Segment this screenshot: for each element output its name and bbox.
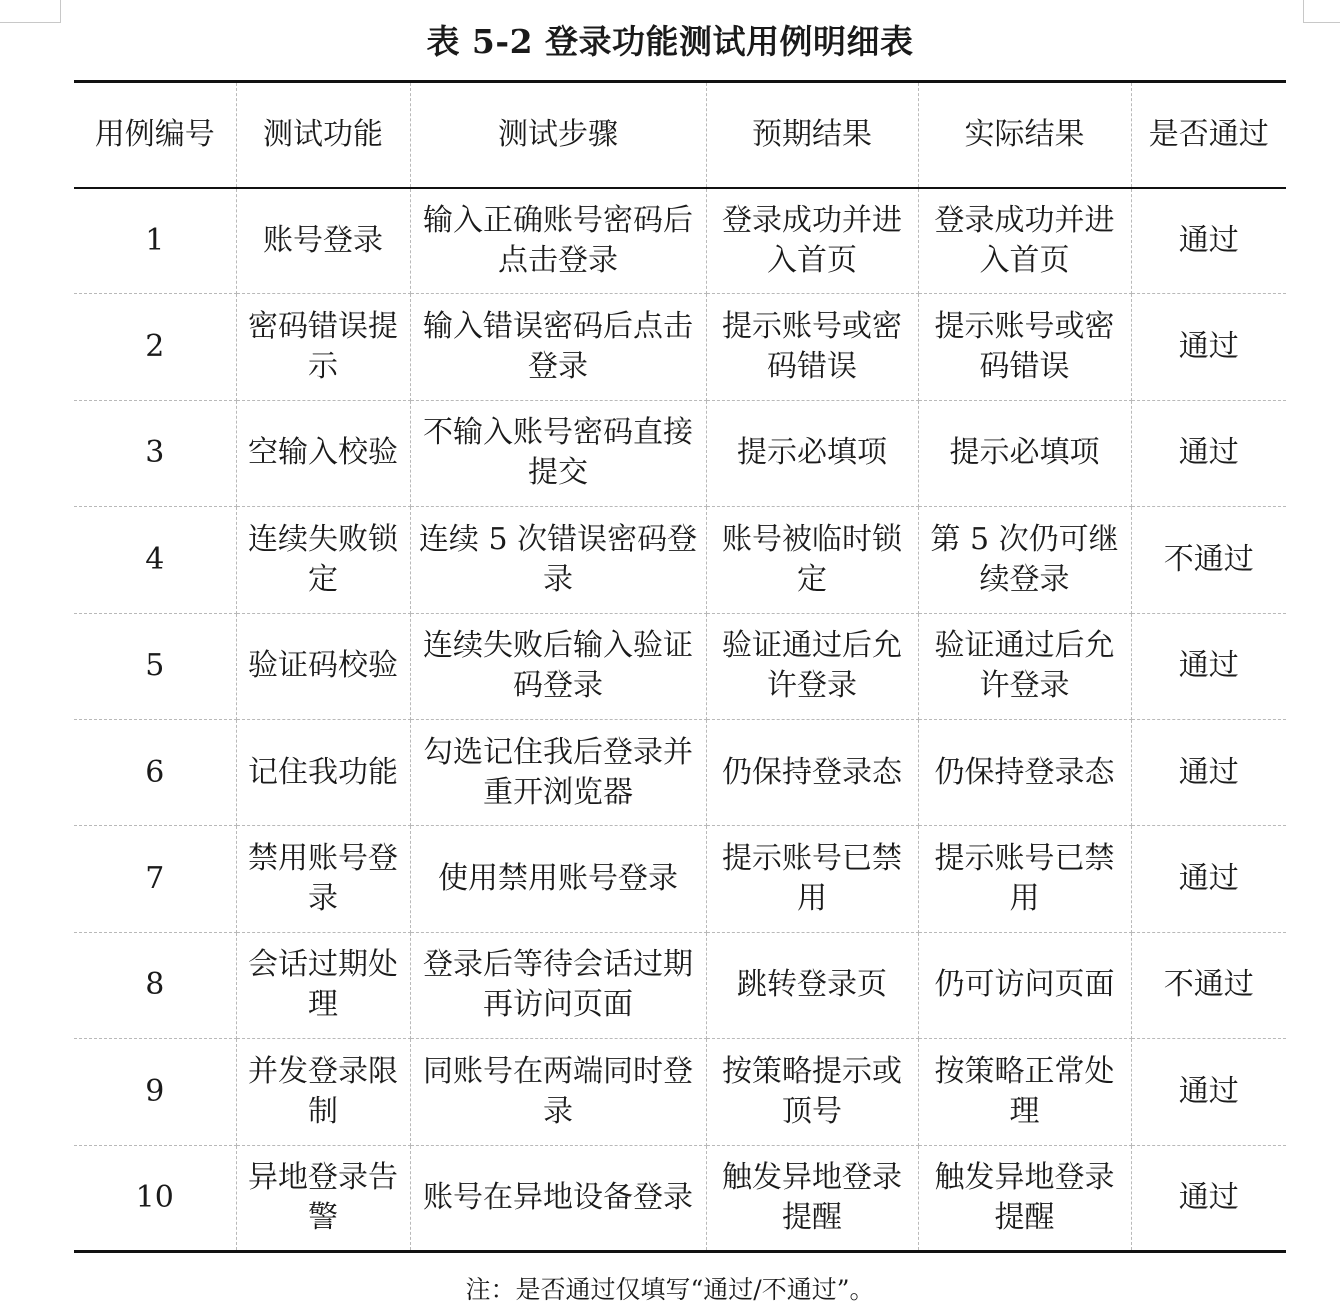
cell-case-id: 9 xyxy=(74,1039,236,1145)
table-header-row xyxy=(74,82,1286,188)
cell-pass-status: 通过 xyxy=(1131,826,1286,932)
cell-actual-result: 验证通过后允许登录 xyxy=(918,613,1131,719)
table-row xyxy=(74,507,1286,613)
cell-test-function: 异地登录告警 xyxy=(236,1145,410,1251)
cell-pass-status: 通过 xyxy=(1131,719,1286,825)
cell-test-steps: 账号在异地设备登录 xyxy=(410,1145,706,1251)
cell-test-steps: 输入正确账号密码后点击登录 xyxy=(410,188,706,294)
table-footnote: 注：是否通过仅填写“通过/不通过”。 xyxy=(465,1275,875,1304)
cell-test-steps: 不输入账号密码直接提交 xyxy=(410,400,706,506)
cell-case-id: 1 xyxy=(74,188,236,294)
header-pass-status: 是否通过 xyxy=(1131,82,1286,188)
cell-actual-result: 提示账号已禁用 xyxy=(918,826,1131,932)
table-row xyxy=(74,826,1286,932)
test-case-table xyxy=(74,80,1286,1253)
cell-pass-status: 通过 xyxy=(1131,1039,1286,1145)
cell-pass-status: 不通过 xyxy=(1131,507,1286,613)
cell-expected-result: 账号被临时锁定 xyxy=(706,507,918,613)
cell-test-steps: 连续 5 次错误密码登录 xyxy=(410,507,706,613)
cell-pass-status: 通过 xyxy=(1131,613,1286,719)
cell-expected-result: 仍保持登录态 xyxy=(706,719,918,825)
cell-test-steps: 输入错误密码后点击登录 xyxy=(410,294,706,400)
cell-test-function: 账号登录 xyxy=(236,188,410,294)
cell-case-id: 5 xyxy=(74,613,236,719)
cell-case-id: 2 xyxy=(74,294,236,400)
cell-expected-result: 提示账号已禁用 xyxy=(706,826,918,932)
cell-expected-result: 登录成功并进入首页 xyxy=(706,188,918,294)
cell-test-function: 验证码校验 xyxy=(236,613,410,719)
cell-case-id: 8 xyxy=(74,932,236,1038)
cell-actual-result: 提示必填项 xyxy=(918,400,1131,506)
table-title: 表 5-2 登录功能测试用例明细表 xyxy=(426,22,914,61)
cell-pass-status: 通过 xyxy=(1131,294,1286,400)
cell-pass-status: 通过 xyxy=(1131,400,1286,506)
cell-test-function: 会话过期处理 xyxy=(236,932,410,1038)
cell-test-function: 空输入校验 xyxy=(236,400,410,506)
cell-actual-result: 按策略正常处理 xyxy=(918,1039,1131,1145)
cell-test-function: 记住我功能 xyxy=(236,719,410,825)
cell-test-function: 连续失败锁定 xyxy=(236,507,410,613)
cell-case-id: 10 xyxy=(74,1145,236,1251)
header-test-function: 测试功能 xyxy=(236,82,410,188)
header-test-steps: 测试步骤 xyxy=(410,82,706,188)
header-expected-result: 预期结果 xyxy=(706,82,918,188)
cell-case-id: 3 xyxy=(74,400,236,506)
table-row xyxy=(74,400,1286,506)
table-row xyxy=(74,294,1286,400)
cell-expected-result: 触发异地登录提醒 xyxy=(706,1145,918,1251)
cell-pass-status: 通过 xyxy=(1131,1145,1286,1251)
cell-actual-result: 仍保持登录态 xyxy=(918,719,1131,825)
cell-pass-status: 通过 xyxy=(1131,188,1286,294)
cell-test-steps: 勾选记住我后登录并重开浏览器 xyxy=(410,719,706,825)
cell-case-id: 4 xyxy=(74,507,236,613)
cell-test-steps: 登录后等待会话过期再访问页面 xyxy=(410,932,706,1038)
cell-pass-status: 不通过 xyxy=(1131,932,1286,1038)
table-row xyxy=(74,932,1286,1038)
table-row xyxy=(74,613,1286,719)
cell-test-function: 密码错误提示 xyxy=(236,294,410,400)
cell-actual-result: 登录成功并进入首页 xyxy=(918,188,1131,294)
table-row xyxy=(74,1039,1286,1145)
table-row xyxy=(74,1145,1286,1251)
table-row xyxy=(74,719,1286,825)
cell-actual-result: 提示账号或密码错误 xyxy=(918,294,1131,400)
table-row xyxy=(74,188,1286,294)
cell-expected-result: 提示账号或密码错误 xyxy=(706,294,918,400)
cell-test-steps: 同账号在两端同时登录 xyxy=(410,1039,706,1145)
cell-expected-result: 验证通过后允许登录 xyxy=(706,613,918,719)
header-actual-result: 实际结果 xyxy=(918,82,1131,188)
cell-actual-result: 触发异地登录提醒 xyxy=(918,1145,1131,1251)
cell-expected-result: 提示必填项 xyxy=(706,400,918,506)
cell-case-id: 6 xyxy=(74,719,236,825)
cell-expected-result: 跳转登录页 xyxy=(706,932,918,1038)
cell-actual-result: 仍可访问页面 xyxy=(918,932,1131,1038)
header-case-id: 用例编号 xyxy=(74,82,236,188)
cell-case-id: 7 xyxy=(74,826,236,932)
cell-test-steps: 使用禁用账号登录 xyxy=(410,826,706,932)
cell-test-function: 禁用账号登录 xyxy=(236,826,410,932)
cell-expected-result: 按策略提示或顶号 xyxy=(706,1039,918,1145)
cell-test-function: 并发登录限制 xyxy=(236,1039,410,1145)
cell-test-steps: 连续失败后输入验证码登录 xyxy=(410,613,706,719)
cell-actual-result: 第 5 次仍可继续登录 xyxy=(918,507,1131,613)
